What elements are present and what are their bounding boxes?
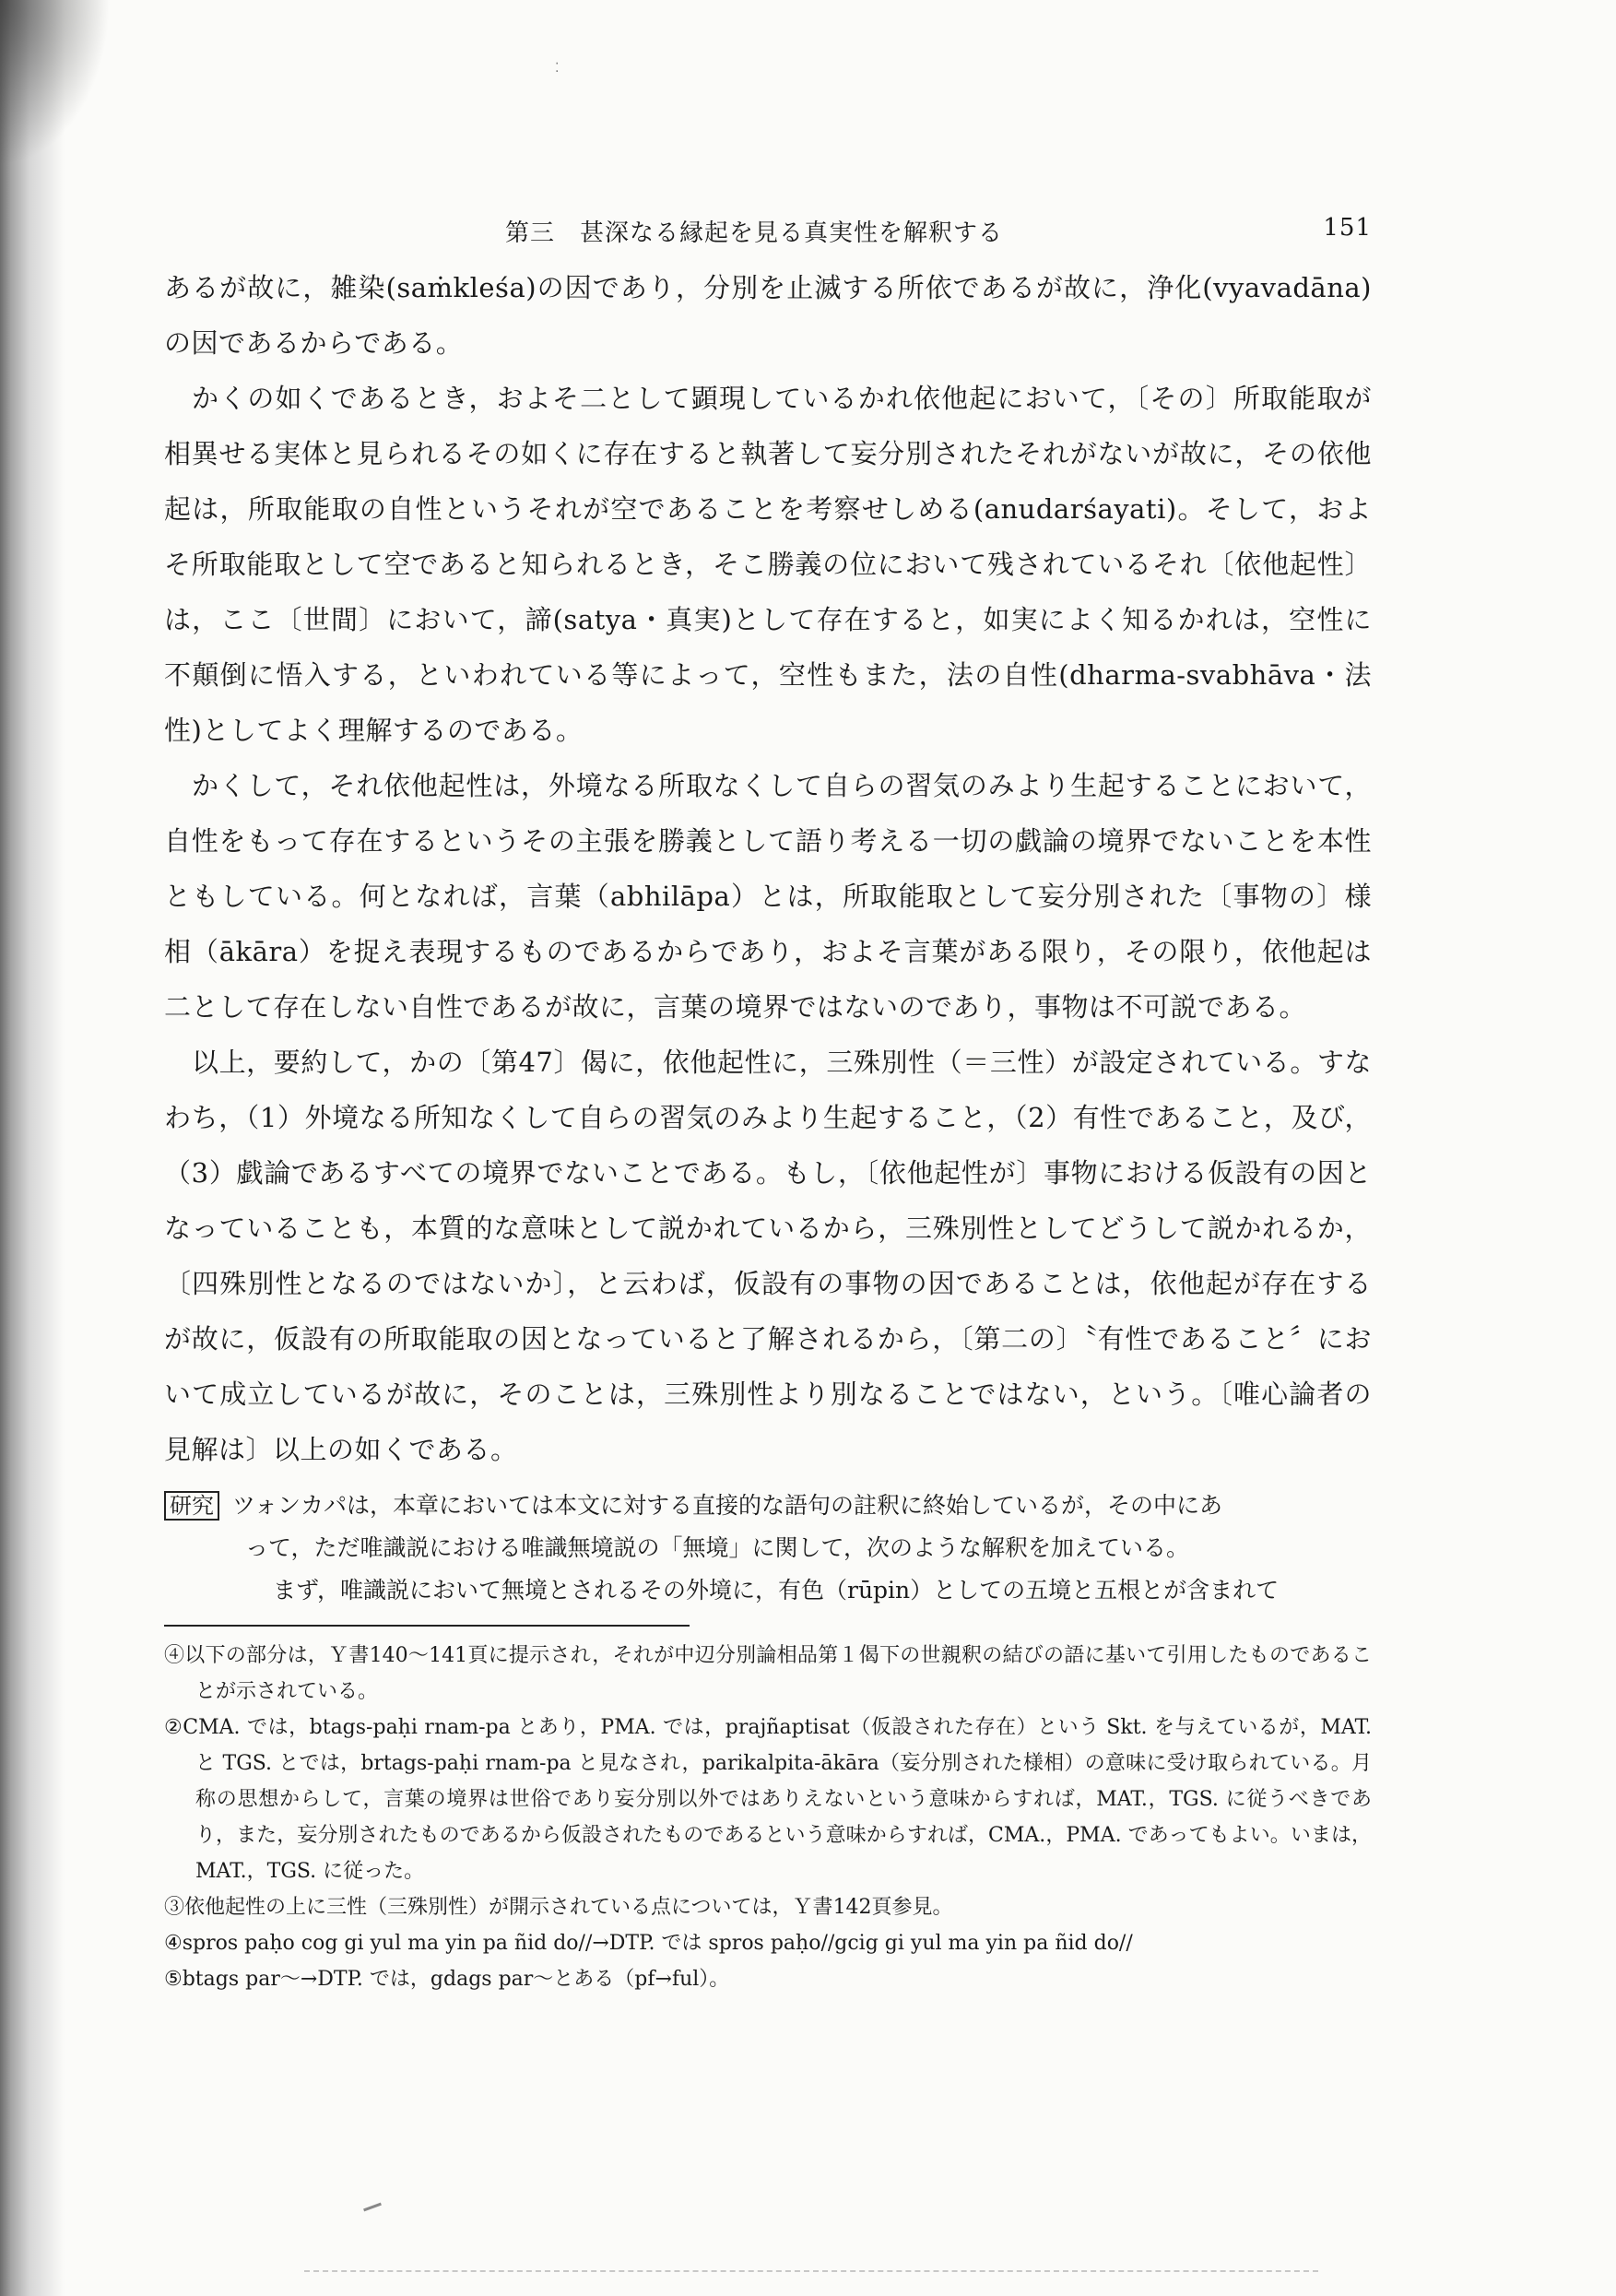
footnote-divider [164,1625,690,1627]
speck-mark [363,2203,382,2212]
footnote: ④以下の部分は，Ｙ書140～141頁に提示され，それが中辺分別論相品第１偈下の世親釈の結びの語に基いて引用したものであることが示されている。 [164,1644,1372,1703]
footnotes [164,1638,1372,1997]
footnote: ③依他起性の上に三性（三殊別性）が開示されている点については，Ｙ書142頁参見。 [164,1896,953,1919]
running-title: 第三 甚深なる縁起を見る真実性を解釈する [505,219,1004,247]
research-text: ツォンカパは，本章においては本文に対する直接的な語句の註釈に終始しているが，その中にあ [232,1492,1223,1519]
research-text: まず，唯識説において無境とされるその外境に，有色（rūpin）としての五境と五根とが含まれて [273,1577,1280,1604]
paragraph: かくの如くであるとき，およそ二として顕現しているかれ依他起において，〔その〕所取能取が相異せる実体と見られるその如くに存在すると執著して妄分別されたそれがないが故に，その依他起は，所取能取の自性というそれが空であることを考察せしめる(anudarśayati)。そして，およそ所取能取として空であると知られるとき，そこ勝義の位において残されているそれ〔依他起性〕は，ここ〔世間〕において，諦(satya・真実)として存在すると，如実によく知るかれは，空性に不顛倒に悟入する，といわれている等によって，空性もまた，法の自性(dharma-svabhāva・法性)としてよく理解するのである。 [164,383,1372,746]
speck-mark: ⁚ [555,61,560,76]
page-number: 151 [1323,214,1372,242]
scan-shadow-corner [0,0,111,166]
footnote: ④spros paḥo cog gi yul ma yin pa ñid do//→DTP. では spros paḥo//gcig gi yul ma yin pa ñid do// [164,1932,1133,1955]
research-text: って，ただ唯識説における唯識無境説の「無境」に関して，次のような解釈を加えている。 [245,1534,1190,1561]
running-header [164,207,1372,251]
research-label: 研究 [164,1491,219,1521]
body-text [164,260,1372,1477]
paragraph: あるが故に，雑染(saṁkleśa)の因であり，分別を止滅する所依であるが故に，浄化(vyavadāna)の因であるからである。 [164,272,1372,359]
paragraph: 以上，要約して，かの〔第47〕偈に，依他起性に，三殊別性（＝三性）が設定されている。すなわち，（1）外境なる所知なくして自らの習気のみより生起すること，（2）有性であること，及び，（3）戯論であるすべての境界でないことである。もし，〔依他起性が〕事物における仮設有の因となっていることも，本質的な意味として説かれているから，三殊別性としてどうして説かれるか，〔四殊別性となるのではないか〕，と云わば，仮設有の事物の因であることは，依他起が存在するが故に，仮設有の所取能取の因となっていると了解されるから，〔第二の〕〝有性であること〞において成立しているが故に，そのことは，三殊別性より別なることではない，という。〔唯心論者の見解は〕以上の如くである。 [164,1047,1372,1465]
footnote: ⑤btags par～→DTP. では，gdags par～とある（pf→ful）。 [164,1968,730,1991]
research-line [164,1485,1372,1527]
scan-shadow-edge [0,0,65,2296]
scan-bottom-edge [304,2270,1318,2274]
research-section [164,1485,1372,1612]
footnote: ②CMA. では，btags-paḥi rnam-pa とあり，PMA. では，prajñaptisat（仮設された存在）という Skt. を与えているが，MAT. と TGS. とでは，brtags-paḥi rnam-pa と見なされ，parikalpita-ākāra（妄分別された様相）の意味に受け取られている。月称の思想からして，言葉の境界は世俗であり妄分別以外ではありえないという意味からすれば，MAT.，TGS. に従うべきであり，また，妄分別されたものであるから仮設されたものであるという意味からすれば，CMA.，PMA. であってもよい。いまは，MAT.，TGS. に従った。 [164,1716,1372,1883]
book-page [164,207,1372,1997]
paragraph: かくして，それ依他起性は，外境なる所取なくして自らの習気のみより生起することにおいて，自性をもって存在するというその主張を勝義として語り考える一切の戯論の境界でないことを本性ともしている。何となれば，言葉（abhilāpa）とは，所取能取として妄分別された〔事物の〕様相（ākāra）を捉え表現するものであるからであり，およそ言葉がある限り，その限り，依他起は二として存在しない自性であるが故に，言葉の境界ではないのであり，事物は不可説である。 [164,770,1372,1023]
